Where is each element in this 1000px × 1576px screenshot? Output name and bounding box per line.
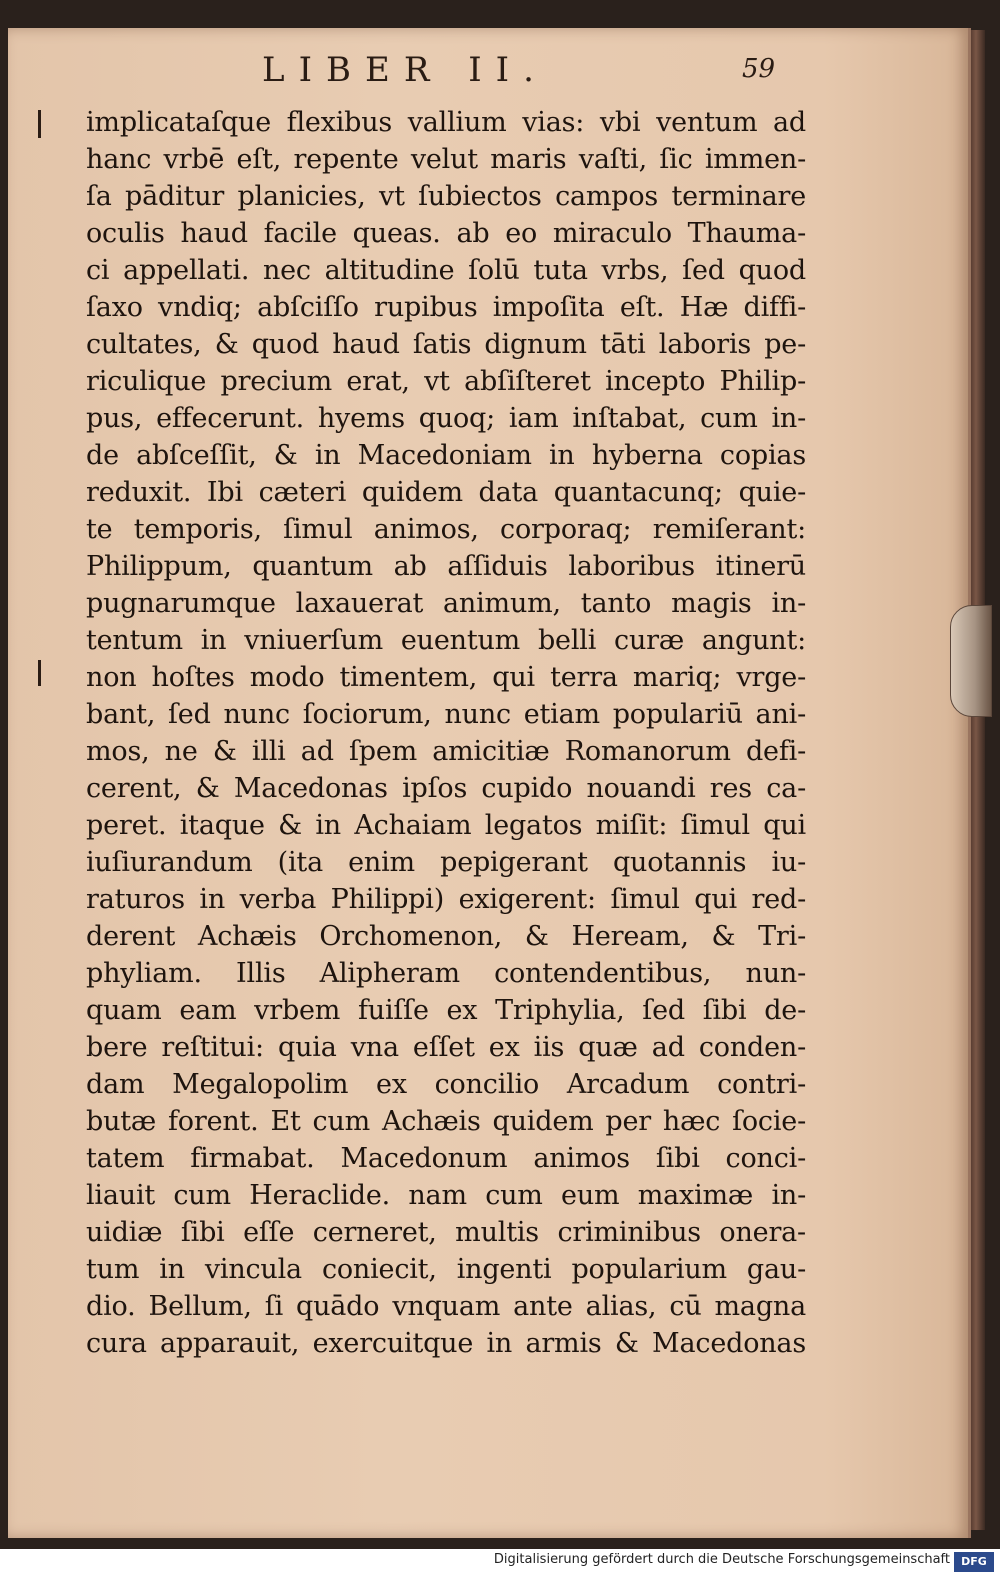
text-line: tatem firmabat. Macedonum animos ſibi conci- [86, 1143, 806, 1174]
text-line: cerent, & Macedonas ipſos cupido nouandi res ca- [86, 773, 806, 804]
text-line: liauit cum Heraclide. nam cum eum maximæ in- [86, 1180, 806, 1211]
text-line: pus, effecerunt. hyems quoq; iam inſtabat, cum in- [86, 403, 806, 434]
text-line: cura apparauit, exercuitque in armis & Macedonas [86, 1328, 806, 1359]
margin-mark [38, 110, 41, 138]
text-line: butæ forent. Et cum Achæis quidem per hæc ſocie- [86, 1106, 806, 1137]
text-line: quam eam vrbem fuiſſe ex Triphylia, ſed ſibi de- [86, 995, 806, 1026]
dfg-logo: DFG [954, 1552, 994, 1572]
page-number: 59 [742, 54, 776, 84]
text-line: te temporis, ſimul animos, corporaq; remiſerant: [86, 514, 806, 545]
text-line: phyliam. Illis Alipheram contendentibus, nun- [86, 958, 806, 989]
text-line: bere reſtitui: quia vna eſſet ex iis quæ ad conden- [86, 1032, 806, 1063]
text-line: Philippum, quantum ab aſſiduis laboribus itinerū [86, 551, 806, 582]
running-head-title: LIBER II. [262, 50, 548, 90]
text-line: bant, ſed nunc ſociorum, nunc etiam populariū ani- [86, 699, 806, 730]
page-clip [950, 605, 992, 717]
text-line: uidiæ ſibi eſſe cerneret, multis criminibus onera- [86, 1217, 806, 1248]
text-line: non hoſtes modo timentem, qui terra mariq; vrge- [86, 662, 806, 693]
text-line: mos, ne & illi ad ſpem amicitiæ Romanorum defi- [86, 736, 806, 767]
text-line: riculique precium erat, vt abſiſteret incepto Philip- [86, 366, 806, 397]
text-line: ſa pāditur planicies, vt ſubiectos campos terminare [86, 181, 806, 212]
text-line: derent Achæis Orchomenon, & Heream, & Tri- [86, 921, 806, 952]
running-head [0, 44, 1000, 104]
text-line: tentum in vniuerſum euentum belli curæ angunt: [86, 625, 806, 656]
text-line: ci appellati. nec altitudine ſolū tuta vrbs, ſed quod [86, 255, 806, 286]
text-line: hanc vrbē eſt, repente velut maris vaſti, ſic immen- [86, 144, 806, 175]
footer-credit: Digitalisierung gefördert durch die Deutsche Forschungsgemeinschaft [493, 1552, 950, 1567]
text-line: ſaxo vndiq; abſciſſo rupibus impoſita eſt. Hæ diffi- [86, 292, 806, 323]
text-line: peret. itaque & in Achaiam legatos miſit: ſimul qui [86, 810, 806, 841]
text-line: dam Megalopolim ex concilio Arcadum contri- [86, 1069, 806, 1100]
text-line: pugnarumque laxauerat animum, tanto magis in- [86, 588, 806, 619]
text-line: iuſiurandum (ita enim pepigerant quotannis iu- [86, 847, 806, 878]
text-line: raturos in verba Philippi) exigerent: ſimul qui red- [86, 884, 806, 915]
text-line: oculis haud facile queas. ab eo miraculo Thauma- [86, 218, 806, 249]
body-text [86, 104, 806, 1362]
digitization-footer [0, 1549, 1000, 1576]
text-line: cultates, & quod haud ſatis dignum tāti laboris pe- [86, 329, 806, 360]
margin-mark [38, 660, 41, 686]
text-line: tum in vincula coniecit, ingenti popularium gau- [86, 1254, 806, 1285]
text-line: dio. Bellum, ſi quādo vnquam ante alias, cū magna [86, 1291, 806, 1322]
text-line: implicataſque flexibus vallium vias: vbi ventum ad [86, 107, 806, 138]
text-line: de abſceſſit, & in Macedoniam in hyberna copias [86, 440, 806, 471]
text-line: reduxit. Ibi cæteri quidem data quantacunq; quie- [86, 477, 806, 508]
